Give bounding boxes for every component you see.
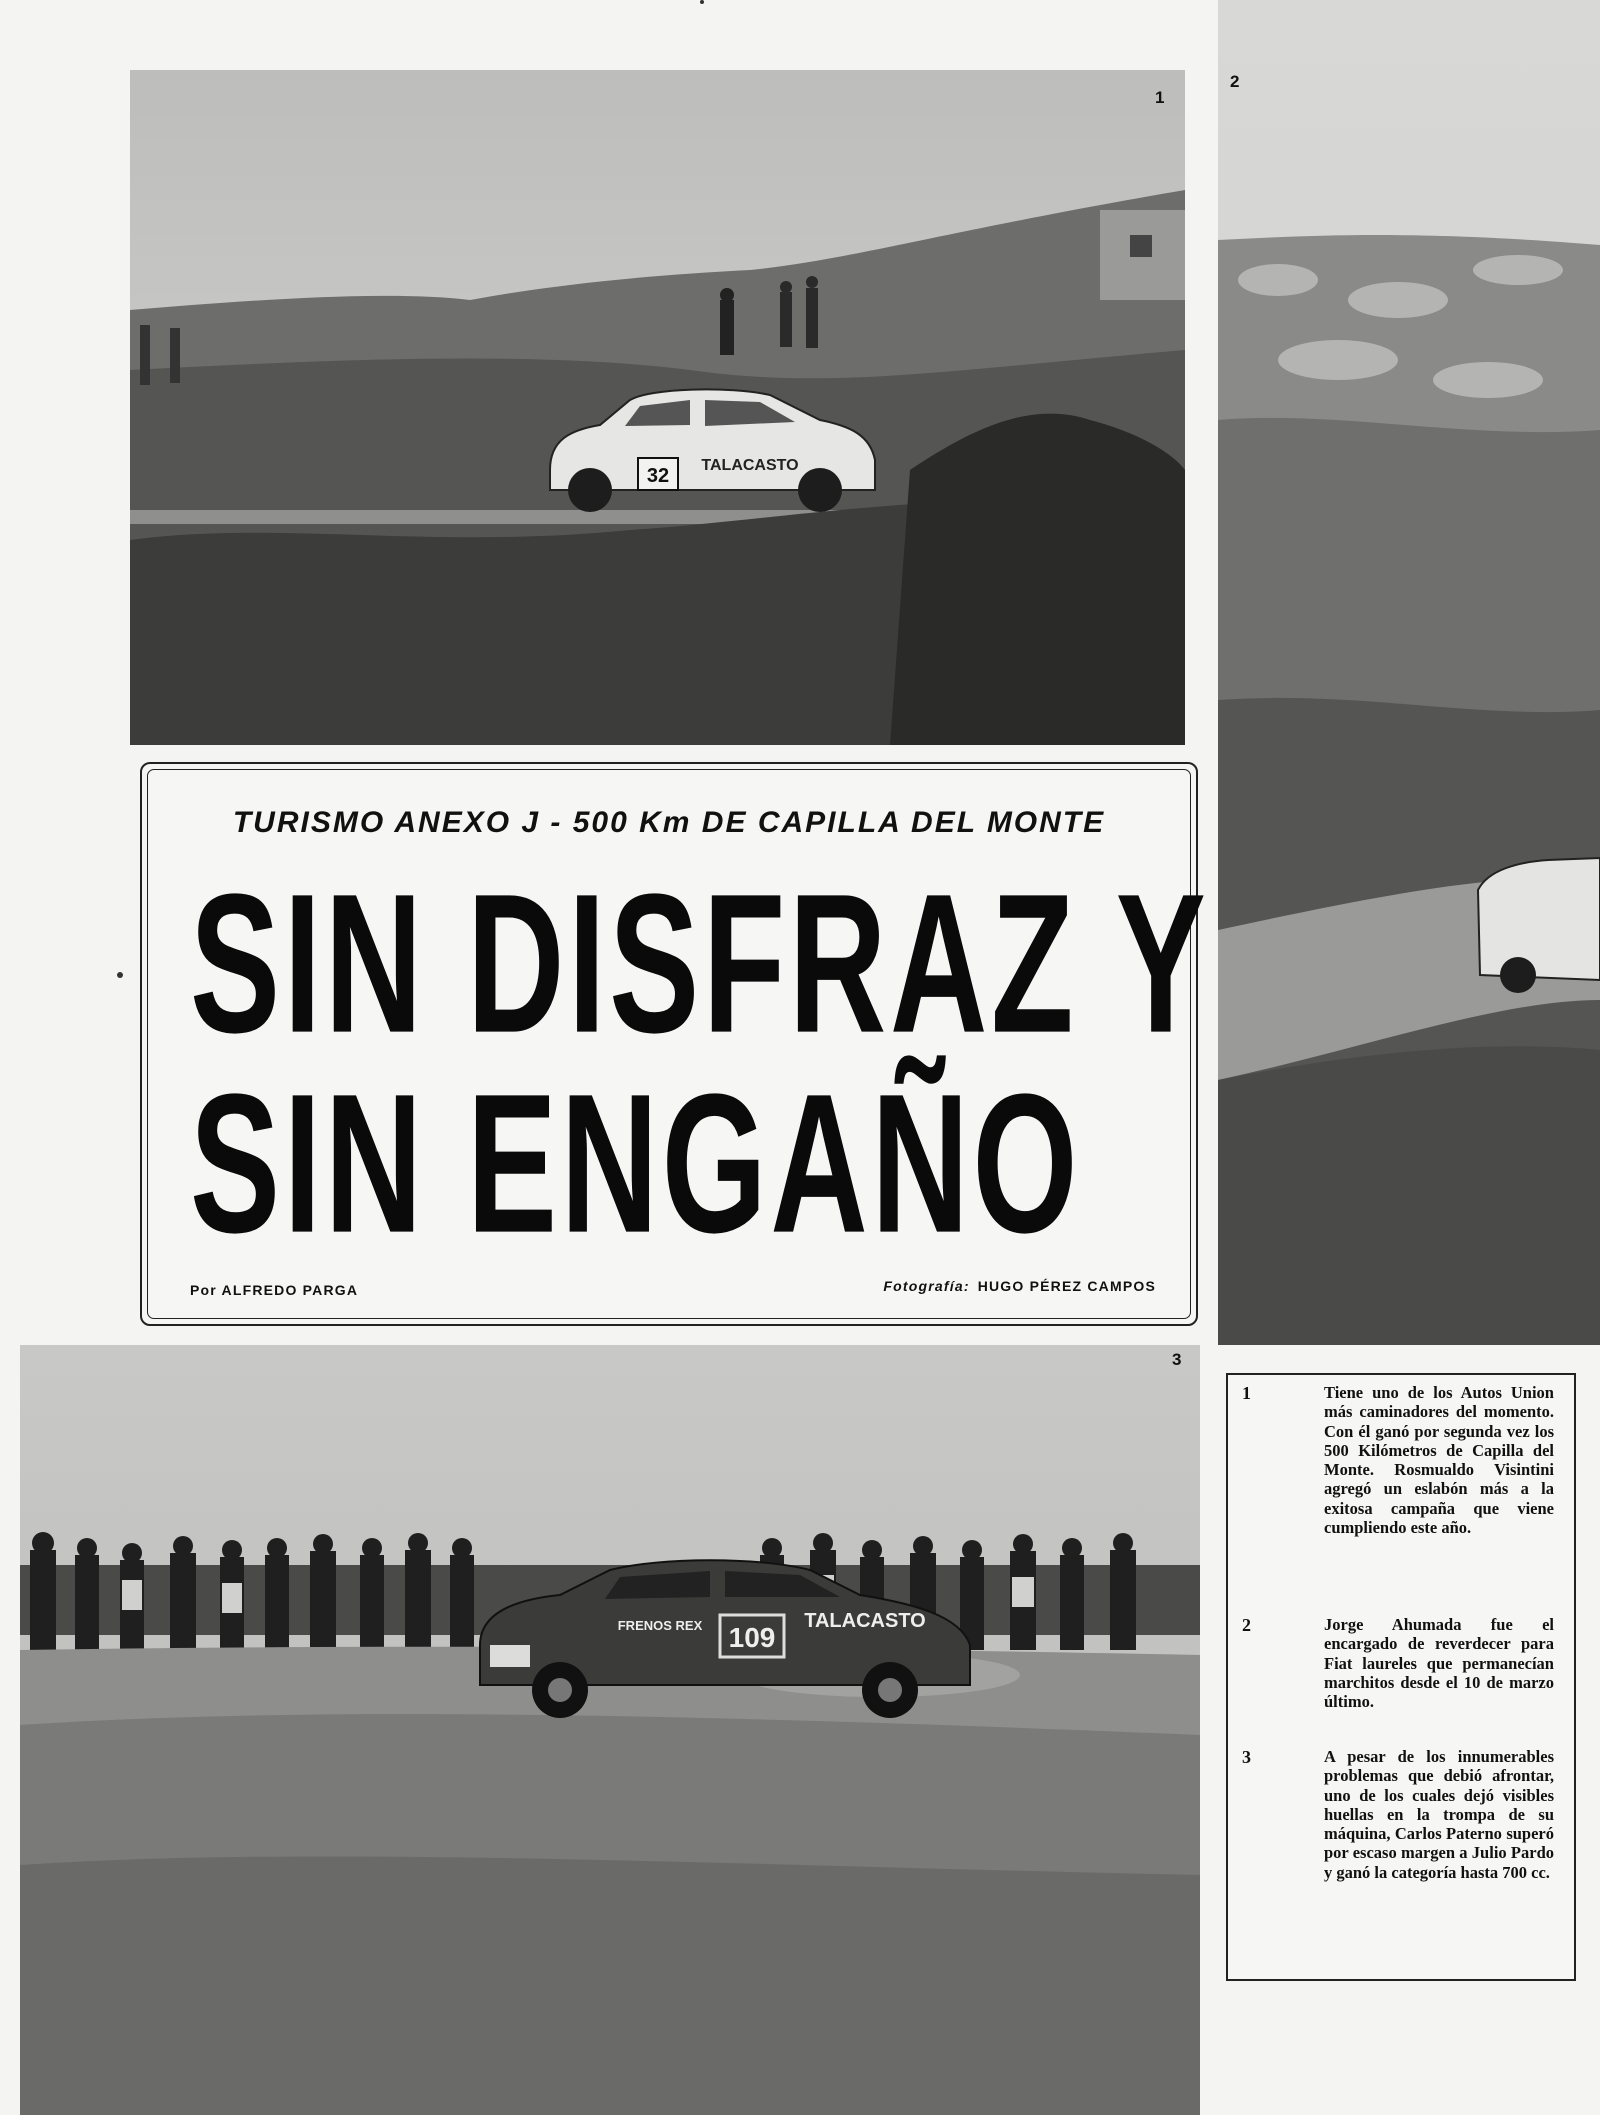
byline: Por ALFREDO PARGA [190,1282,359,1298]
photo-2-number: 2 [1230,72,1240,91]
photo-1-image [130,70,1185,745]
photo-1-car-number: 32 [646,465,670,487]
photo-2-image [1218,0,1600,1345]
article-kicker: TURISMO ANEXO J - 500 Km DE CAPILLA DEL MONTE [232,806,1106,839]
photo-3-image [20,1345,1200,2115]
photo-1 [130,70,1185,745]
title-box [140,762,1210,1326]
photo-credit-name: HUGO PÉREZ CAMPOS [977,1278,1156,1294]
print-mark [700,0,704,4]
photo-2 [1218,0,1600,1345]
photo-1-car-sponsor: TALACASTO [701,457,799,474]
print-mark [117,972,123,978]
caption-box [1226,1373,1576,1981]
caption-2-number: 2 [1242,1615,1251,1635]
headline-line-1: SIN DISFRAZ Y [190,852,1210,1074]
photo-3-car-number: 109 [728,1622,776,1653]
photo-3-number: 3 [1172,1350,1182,1369]
caption-1-number: 1 [1242,1383,1251,1403]
caption-2-text: Jorge Ahumada fue el encargado de reverdecer para Fiat laureles que permanecían marchitos desde el 10 de marzo último. [1324,1615,1554,1712]
caption-3-text: A pesar de los innumerables problemas que debió afrontar, uno de los cuales dejó visibles huellas en la trompa de su máquina, Carlos Paterno superó por escaso margen a Julio Pardo y ganó la categoría hasta 700 cc. [1324,1747,1554,1882]
headline-line-2: SIN ENGAÑO [190,1052,1082,1274]
caption-3-number: 3 [1242,1747,1251,1767]
photo-3-car-sponsor-2: FRENOS REX [617,1618,703,1633]
photo-1-number: 1 [1155,88,1165,107]
photo-credit [883,1278,1156,1294]
photo-3 [20,1345,1200,2115]
photo-3-car-sponsor: TALACASTO [804,1610,926,1632]
caption-1-text: Tiene uno de los Autos Union más caminadores del momento. Con él ganó por segunda vez los 500 Kilómetros de Capilla del Monte. Rosmualdo Visintini agregó un eslabón más a la exitosa campaña que viene cumpliendo este año. [1324,1383,1554,1538]
photo-credit-label: Fotografía: [883,1278,970,1294]
